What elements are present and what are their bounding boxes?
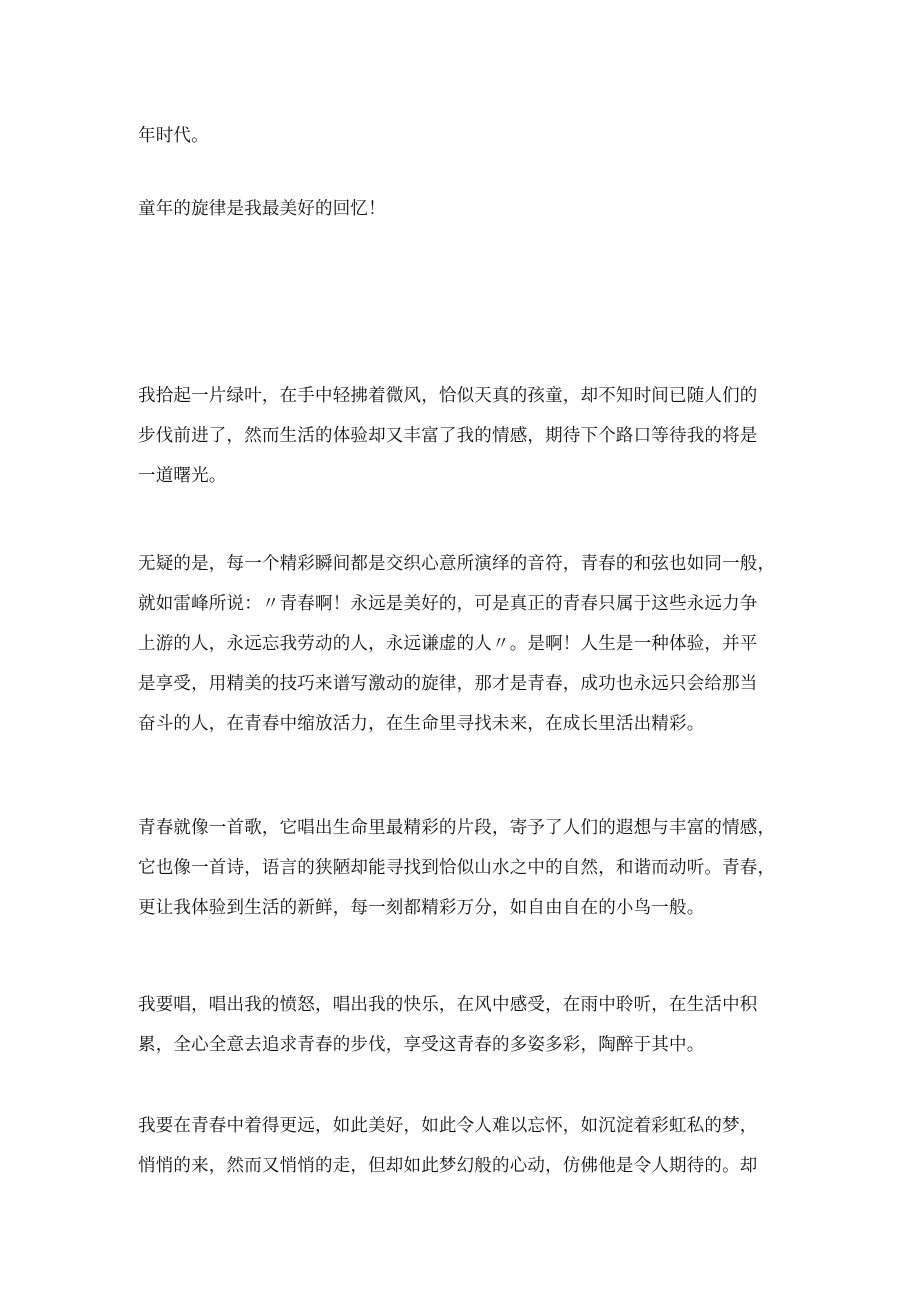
paragraph-line: 它也像一首诗，语言的狭陋却能寻找到恰似山水之中的自然，和谐而动听。青春， bbox=[138, 858, 776, 878]
paragraph-line: 年时代。 bbox=[138, 126, 209, 146]
paragraph-1 bbox=[138, 116, 798, 156]
paragraph-5 bbox=[138, 808, 798, 928]
paragraph-line: 童年的旋律是我最美好的回忆！ bbox=[138, 199, 386, 219]
paragraph-line: 更让我体验到生活的新鲜，每一刻都精彩万分，如自由自在的小鸟一般。 bbox=[138, 898, 705, 918]
paragraph-3 bbox=[138, 376, 798, 496]
paragraph-line: 上游的人，永远忘我劳动的人，永远谦虚的人〃。是啊！人生是一种体验，并平 bbox=[138, 634, 758, 654]
paragraph-6 bbox=[138, 985, 798, 1065]
paragraph-line: 我要唱，唱出我的愤怒，唱出我的快乐，在风中感受，在雨中聆听，在生活中积 bbox=[138, 995, 758, 1015]
paragraph-line: 悄悄的来，然而又悄悄的走，但却如此梦幻般的心动，仿佛他是令人期待的。却 bbox=[138, 1156, 758, 1176]
paragraph-line: 奋斗的人，在青春中缩放活力，在生命里寻找未来，在成长里活出精彩。 bbox=[138, 714, 705, 734]
paragraph-line: 无疑的是，每一个精彩瞬间都是交织心意所演绎的音符，青春的和弦也如同一般， bbox=[138, 554, 776, 574]
paragraph-line: 是享受，用精美的技巧来谱写激动的旋律，那才是青春，成功也永远只会给那当 bbox=[138, 674, 758, 694]
paragraph-line: 步伐前进了，然而生活的体验却又丰富了我的情感，期待下个路口等待我的将是 bbox=[138, 426, 758, 446]
paragraph-line: 青春就像一首歌，它唱出生命里最精彩的片段，寄予了人们的遐想与丰富的情感， bbox=[138, 818, 776, 838]
paragraph-line: 我拾起一片绿叶，在手中轻拂着微风，恰似天真的孩童，却不知时间已随人们的 bbox=[138, 386, 758, 406]
paragraph-line: 累，全心全意去追求青春的步伐，享受这青春的多姿多彩，陶醉于其中。 bbox=[138, 1035, 705, 1055]
paragraph-line: 我要在青春中着得更远，如此美好，如此令人难以忘怀，如沉淀着彩虹私的梦， bbox=[138, 1116, 758, 1136]
paragraph-line: 就如雷峰所说：〃青春啊！永远是美好的，可是真正的青春只属于这些永远力争 bbox=[138, 594, 758, 614]
paragraph-2 bbox=[138, 189, 798, 229]
paragraph-line: 一道曙光。 bbox=[138, 466, 227, 486]
paragraph-7 bbox=[138, 1106, 798, 1186]
paragraph-4 bbox=[138, 544, 798, 744]
